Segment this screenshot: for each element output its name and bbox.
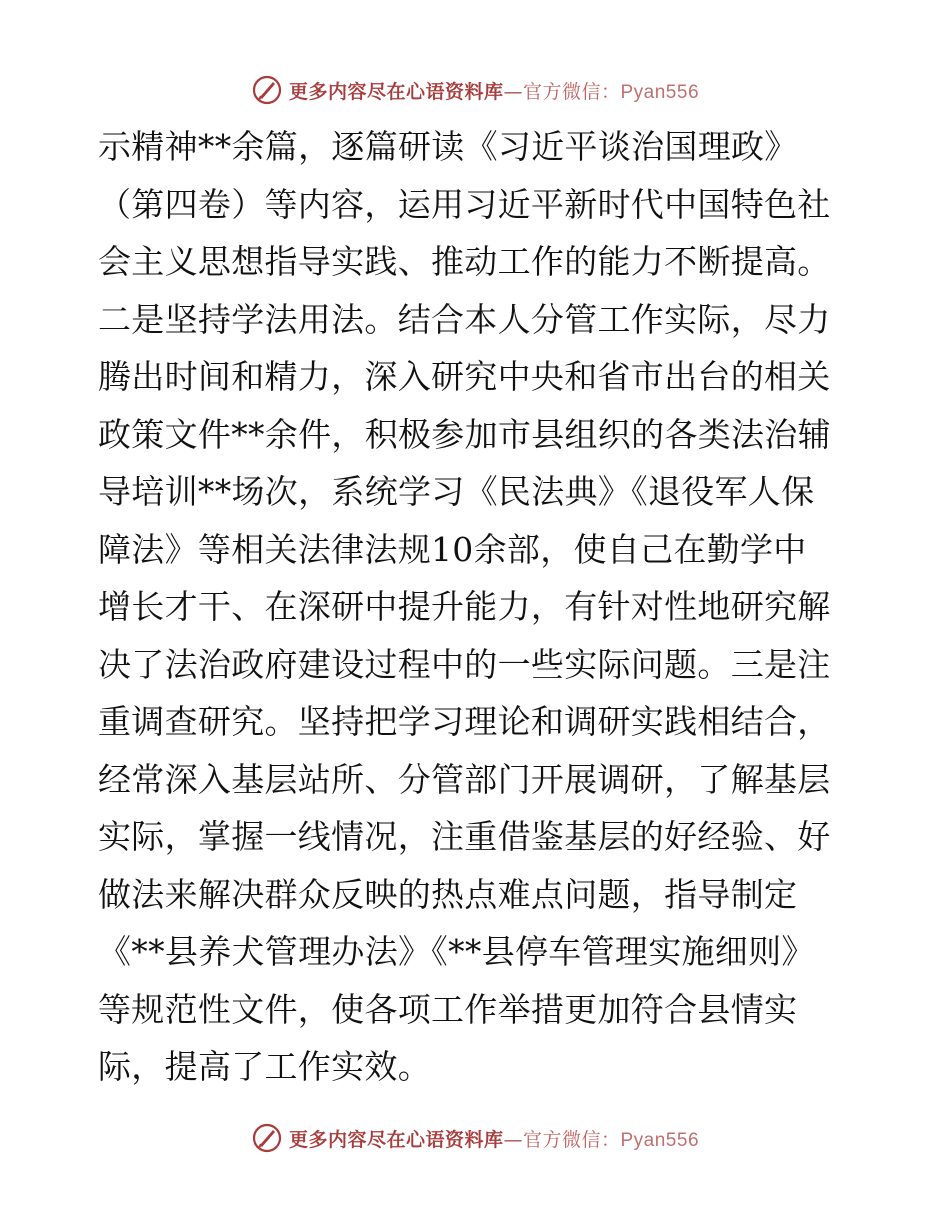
body-line: 增长才干、在深研中提升能力，有针对性地研究解 xyxy=(98,587,831,626)
body-line: 会主义思想指导实践、推动工作的能力不断提高。 xyxy=(98,242,831,281)
body-line: 际，提高了工作实效。 xyxy=(98,1047,431,1086)
watermark-wechat-label: 官方微信： xyxy=(522,80,621,103)
body-line: 障法》等相关法律法规10余部，使自己在勤学中 xyxy=(98,529,807,569)
body-line: 二是坚持学法用法。结合本人分管工作实际，尽力 xyxy=(98,299,831,339)
quill-pen-logo-icon xyxy=(251,1122,283,1154)
watermark-wechat-id: Pyan556 xyxy=(620,81,700,103)
body-line: 实际，掌握一线情况，注重借鉴基层的好经验、好 xyxy=(98,817,831,856)
body-line: （第四卷）等内容，运用习近平新时代中国特色社 xyxy=(98,184,831,224)
body-line: 示精神**余篇，逐篇研读《习近平谈治国理政》 xyxy=(98,127,798,166)
watermark-brand: 更多内容尽在心语资料库 xyxy=(288,1128,504,1151)
watermark-brand: 更多内容尽在心语资料库 xyxy=(288,80,504,103)
body-line: 经常深入基层站所、分管部门开展调研，了解基层 xyxy=(98,759,831,799)
body-line: 重调查研究。坚持把学习理论和调研实践相结合， xyxy=(98,702,831,741)
body-line: 导培训**场次，系统学习《民法典》《退役军人保 xyxy=(98,472,815,511)
watermark-separator: — xyxy=(503,1128,523,1151)
body-line: 政策文件**余件，积极参加市县组织的各类法治辅 xyxy=(98,414,831,454)
watermark-separator: — xyxy=(503,80,523,103)
body-line: 《**县养犬管理办法》《**县停车管理实施细则》 xyxy=(98,932,815,971)
body-line: 腾出时间和精力，深入研究中央和省市出台的相关 xyxy=(98,357,831,396)
body-line: 等规范性文件，使各项工作举措更加符合县情实 xyxy=(98,989,798,1029)
watermark-wechat-label: 官方微信： xyxy=(522,1128,621,1151)
watermark-wechat-id: Pyan556 xyxy=(620,1129,700,1151)
header-watermark xyxy=(0,70,950,110)
body-line: 决了法治政府建设过程中的一些实际问题。三是注 xyxy=(98,644,831,684)
footer-watermark xyxy=(0,1118,950,1158)
document-body xyxy=(98,118,852,1096)
body-line: 做法来解决群众反映的热点难点问题，指导制定 xyxy=(98,874,798,914)
quill-pen-logo-icon xyxy=(251,74,283,106)
